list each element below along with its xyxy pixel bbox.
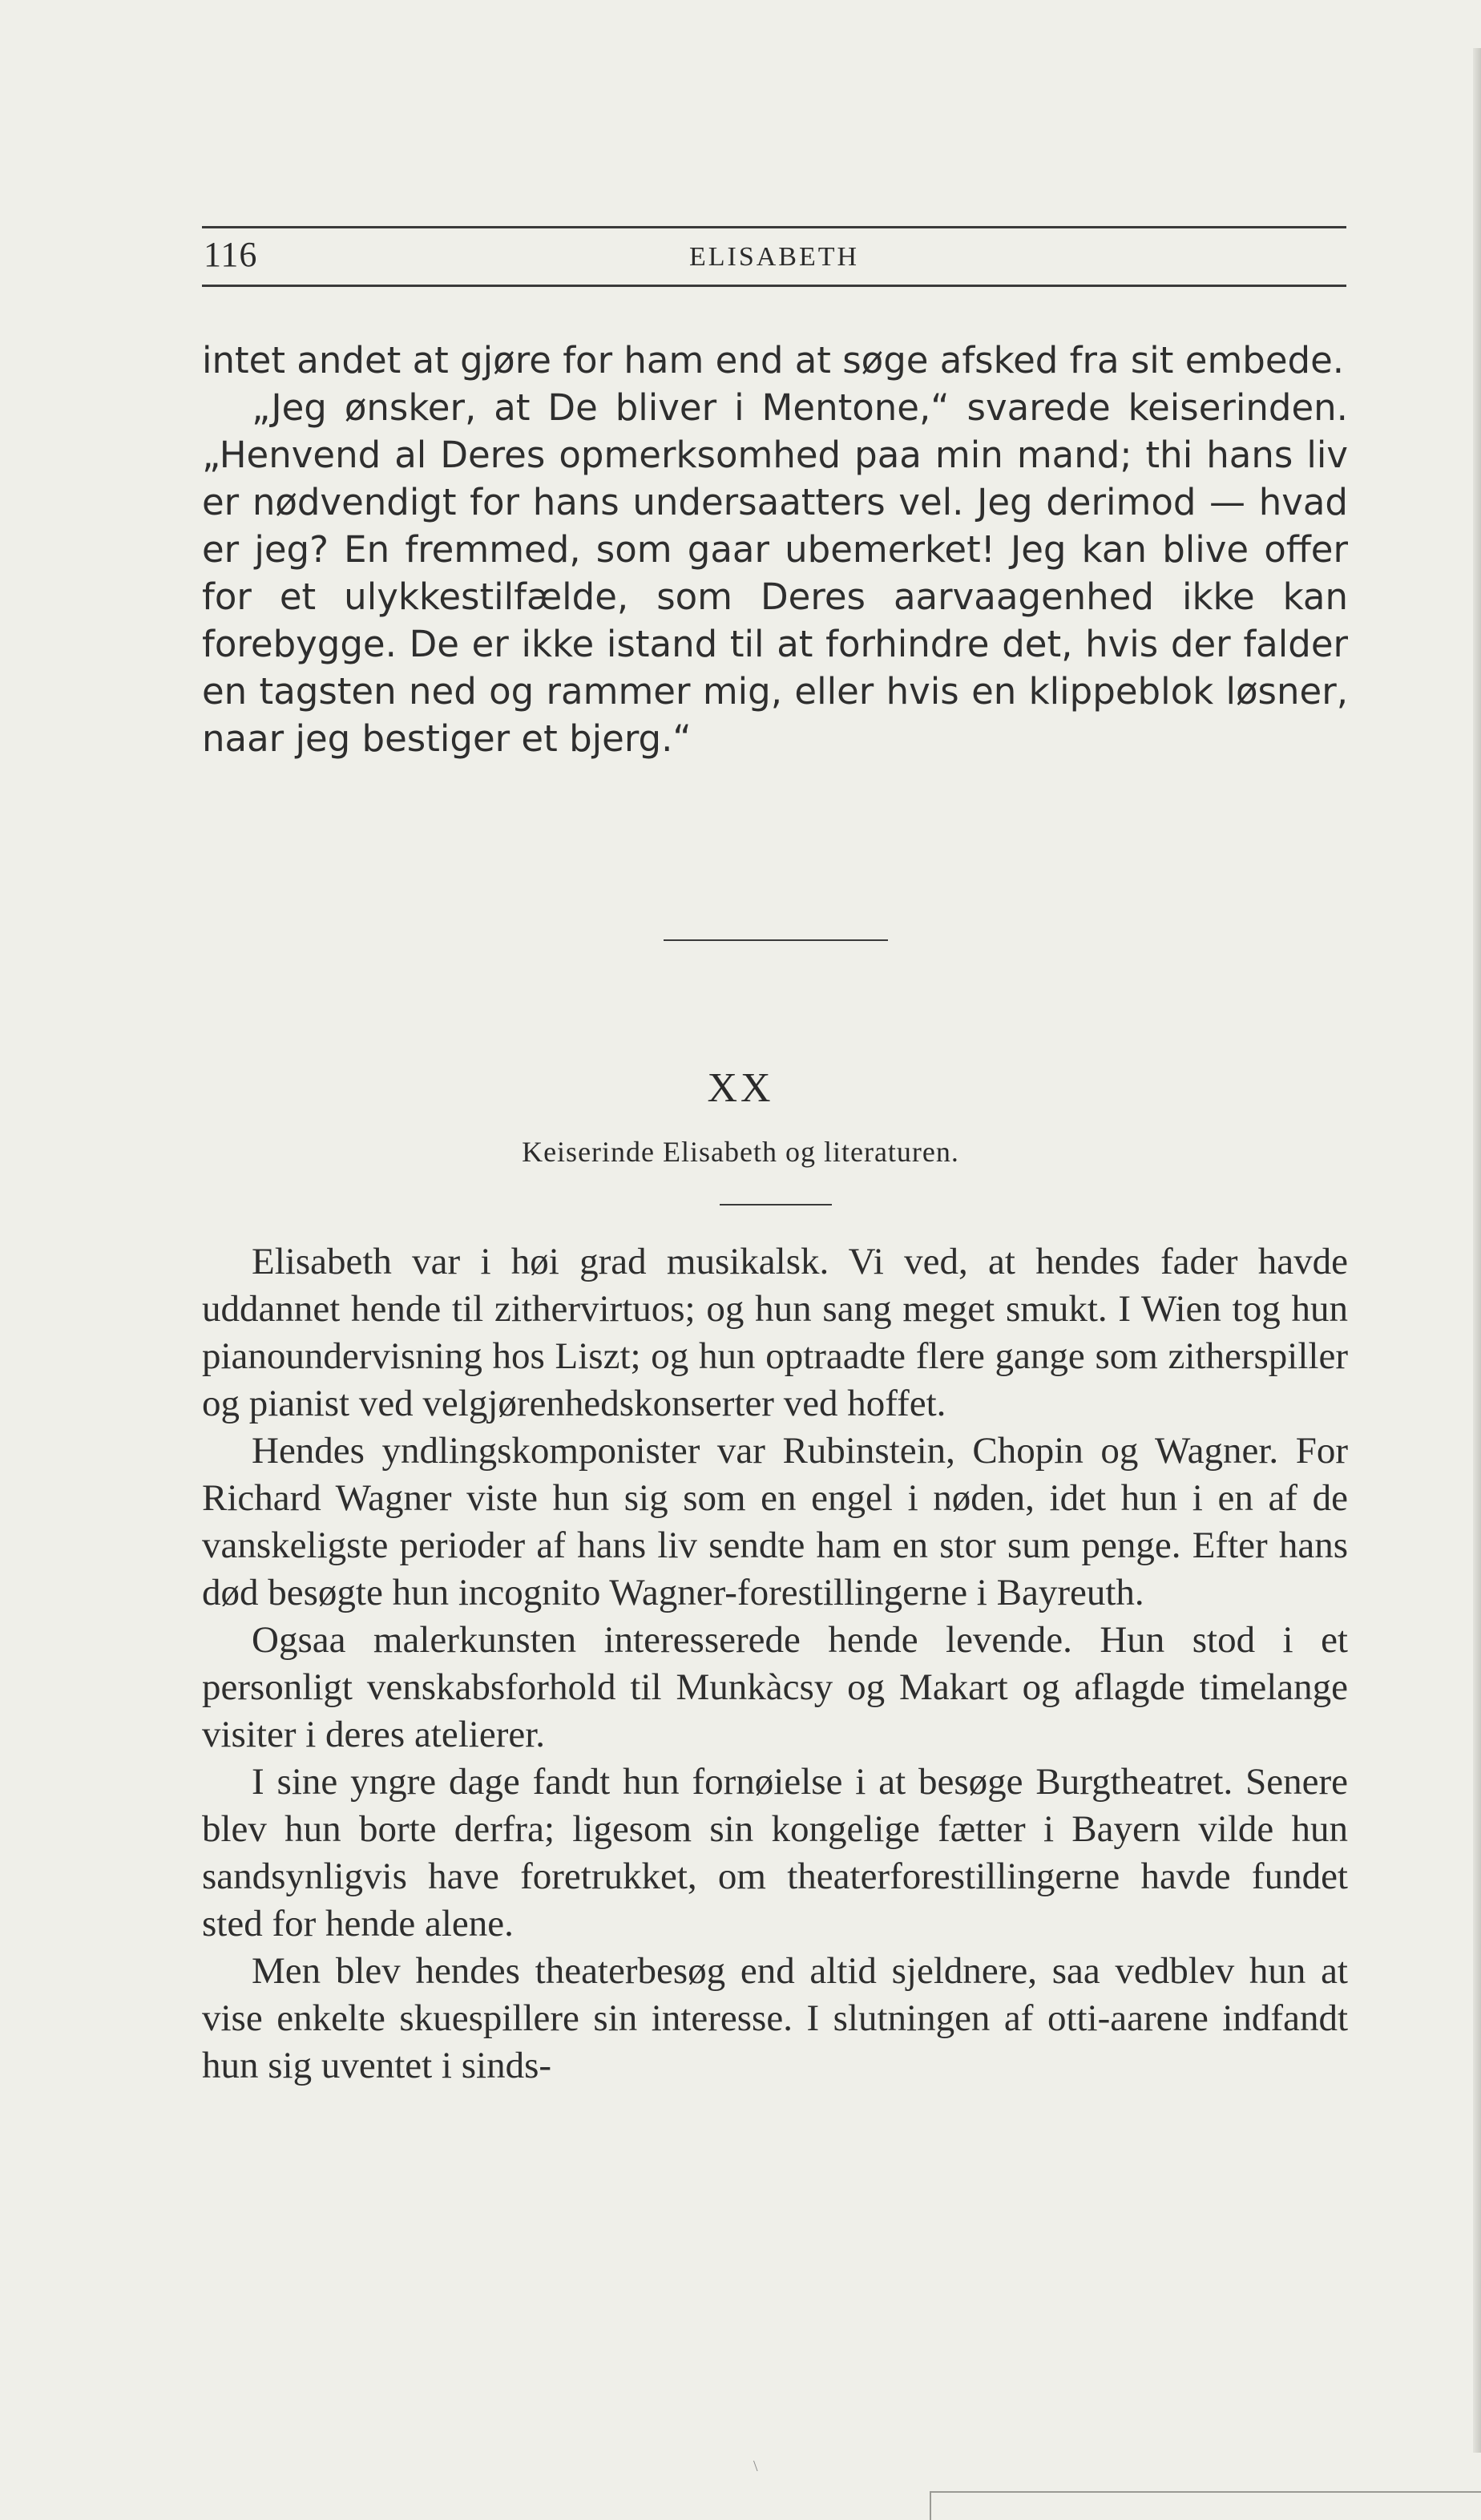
paragraph: Elisabeth var i høi grad musikalsk. Vi ved, at hendes fader havde uddannet hende til zithervirtuos; og hun sang meget smukt. I Wien tog hun pianoundervisning hos Liszt; og hun optraadte flere gange som zitherspiller og pianist ved velgjørenhedskonserter ved hoffet. bbox=[202, 1241, 1348, 1424]
paragraph: Ogsaa malerkunsten interesserede hende levende. Hun stod i et personligt venskabsforhold til Munkàcsy og Makart og aflagde timelange visiter i deres atelierer. bbox=[202, 1619, 1348, 1755]
paragraph: Hendes yndlingskomponister var Rubinstein, Chopin og Wagner. For Richard Wagner viste hun sig som en engel i nøden, idet hun i en af de vanskeligste perioder af hans liv sendte ham en stor sum penge. Efter hans død besøgte hun incognito Wagner-forestillingerne i Bayreuth. bbox=[202, 1430, 1348, 1613]
running-title: ELISABETH bbox=[688, 242, 860, 272]
paragraph: Men blev hendes theaterbesøg end altid sjeldnere, saa vedblev hun at vise enkelte skuespillere sin interesse. I slutningen af otti-aarene indfandt hun sig uventet i sinds- bbox=[202, 1950, 1348, 2086]
continued-text bbox=[202, 337, 1348, 762]
paragraph: I sine yngre dage fandt hun fornøielse i at besøge Burgtheatret. Senere blev hun borte derfra; ligesom sin kongelige fætter i Bayern vilde hun sandsynligvis have foretrukket, om theaterforestillingerne havde fundet sted for hende alene. bbox=[202, 1761, 1348, 1945]
page-number: 116 bbox=[204, 235, 258, 274]
footer-mark: \ bbox=[753, 2457, 758, 2475]
chapter-number: XX bbox=[707, 1065, 774, 1111]
page-edge-shadow bbox=[1473, 48, 1481, 2453]
chapter-title: Keiserinde Elisabeth og literaturen. bbox=[522, 1136, 959, 1168]
paragraph: intet andet at gjøre for ham end at søge afsked fra sit embede. bbox=[202, 339, 1345, 382]
paragraph: „Jeg ønsker, at De bliver i Mentone,“ svarede keiserinden. „Henvend al Deres opmerksomhed paa min mand; thi hans liv er nødvendigt for hans undersaatters vel. Jeg derimod — hvad er jeg? En fremmed, som gaar ubemerket! Jeg kan blive offer for et ulykkestilfælde, som Deres aarvaagenhed ikke kan forebygge. De er ikke istand til at forhindre det, hvis der falder en tagsten ned og rammer mig, eller hvis en klippeblok løsner, naar jeg bestiger et bjerg.“ bbox=[202, 386, 1348, 760]
chapter-title-rule bbox=[720, 1204, 832, 1205]
running-header bbox=[202, 226, 1346, 287]
page-corner-edge bbox=[930, 2491, 1481, 2520]
section-divider bbox=[664, 939, 888, 941]
chapter-text bbox=[202, 1238, 1348, 2090]
